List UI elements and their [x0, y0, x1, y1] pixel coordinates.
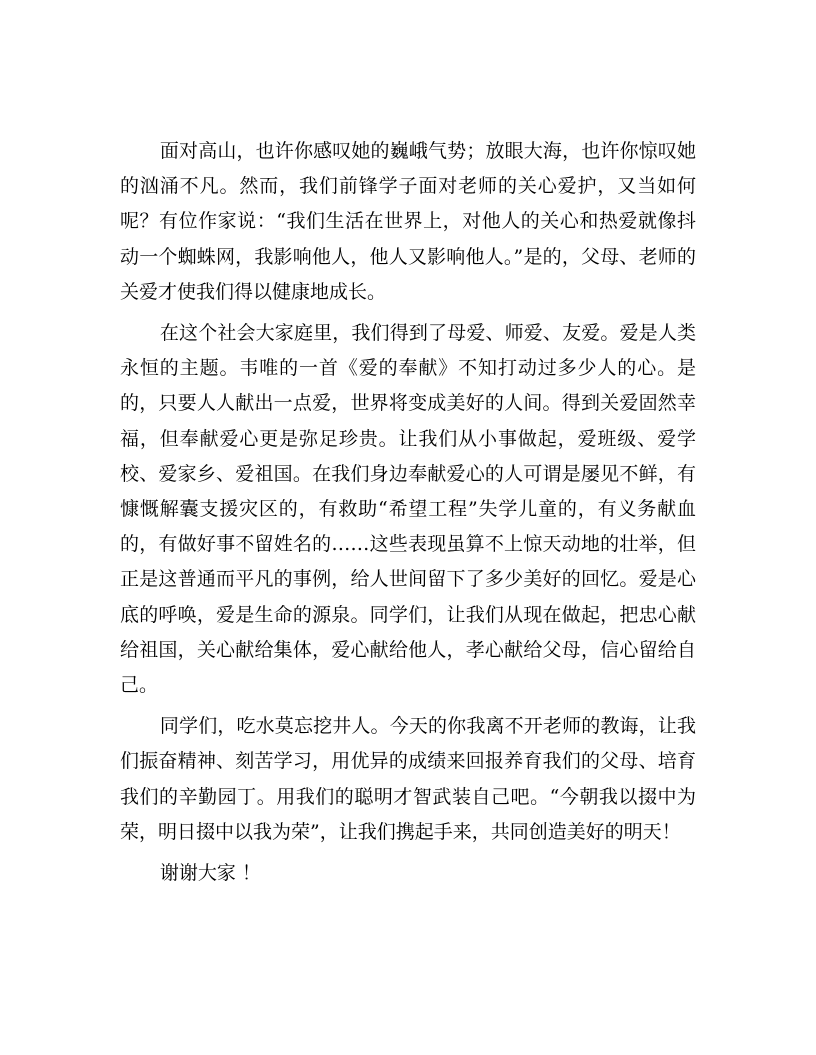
paragraph-2: 在这个社会大家庭里，我们得到了母爱、师爱、友爱。爱是人类永恒的主题。韦唯的一首《爱的奉献》不知打动过多少人的心。是的，只要人人献出一点爱，世界将变成美好的人间。得到关爱固然幸福，但奉献爱心更是弥足珍贵。让我们从小事做起，爱班级、爱学校、爱家乡、爱祖国。在我们身边奉献爱心的人可谓是屡见不鲜，有慷慨解囊支援灾区的，有救助“希望工程”失学儿童的，有义务献血的，有做好事不留姓名的……这些表现虽算不上惊天动地的壮举，但正是这普通而平凡的事例，给人世间留下了多少美好的回忆。爱是心底的呼唤，爱是生命的源泉。同学们，让我们从现在做起，把忠心献给祖国，关心献给集体，爱心献给他人，孝心献给父母，信心留给自己。: [120, 322, 696, 697]
paragraph-1: 面对高山，也许你感叹她的巍峨气势；放眼大海，也许你惊叹她的汹涌不凡。然而，我们前锋学子面对老师的关心爱护，又当如何呢？有位作家说：“我们生活在世界上，对他人的关心和热爱就像抖动一个蜘蛛网，我影响他人，他人又影响他人。”是的，父母、老师的关爱才使我们得以健康地成长。: [120, 140, 696, 303]
document-body: [120, 134, 696, 891]
closing-line: 谢谢大家 ！: [159, 862, 261, 885]
paragraph-3: 同学们，吃水莫忘挖井人。今天的你我离不开老师的教诲，让我们振奋精神、刻苦学习，用优异的成绩来回报养育我们的父母、培育我们的辛勤园丁。用我们的聪明才智武装自己吧。“今朝我以掇中为荣，明日掇中以我为荣”，让我们携起手来，共同创造美好的明天！: [120, 715, 696, 843]
